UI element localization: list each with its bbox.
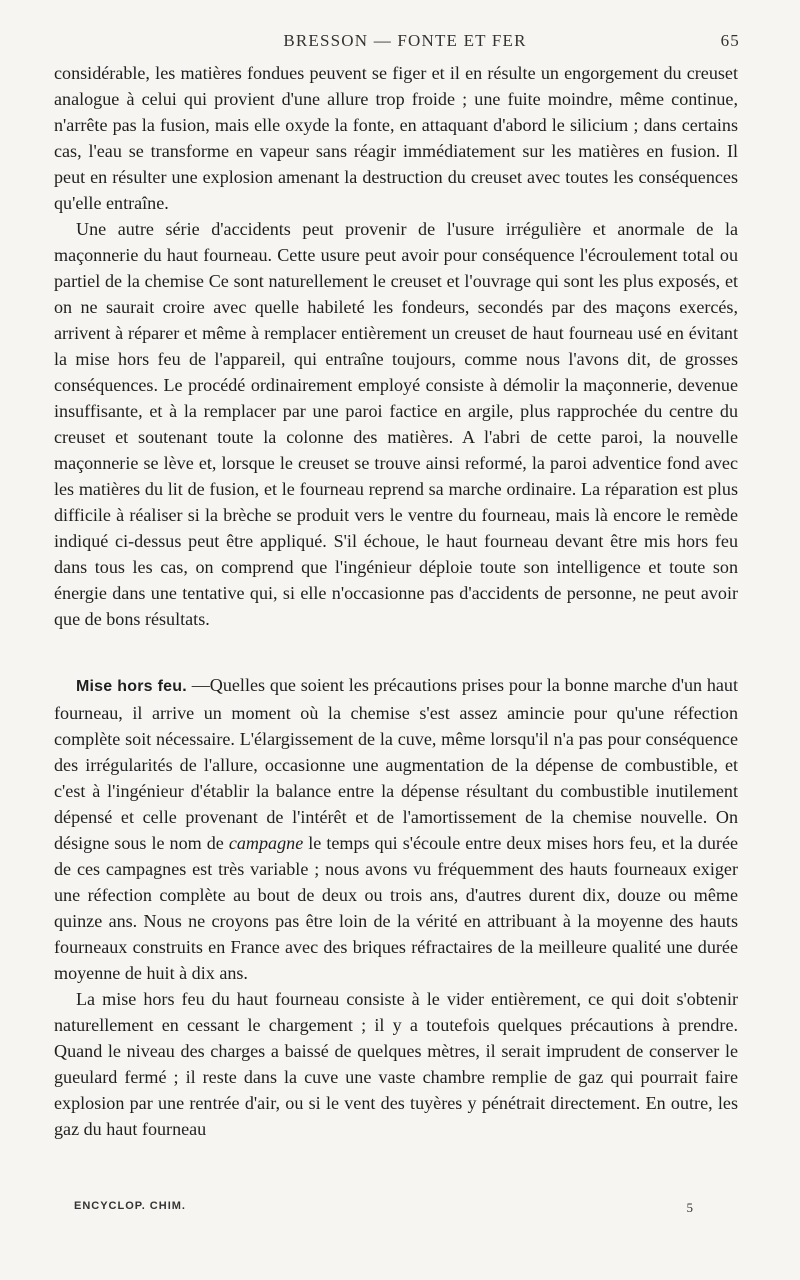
paragraph-next: La mise hors feu du haut fourneau consiste à le vider entièrement, ce qui doit s'obtenir naturellement en cessant le chargement ; il y a toutefois quelques précautions à prendre. Quand le niveau des charges a baissé de quelques mètres, il serait imprudent de conserver le gueulard fermé ; il reste dans la cuve une vaste chambre remplie de gaz qui pourrait faire explosion par une rentrée d'air, ou si le vent des tuyères y pénétrait directement. En outre, les gaz du haut fourneau — [54, 989, 738, 1139]
section-heading: Mise hors feu. — [76, 678, 187, 695]
page-number: 65 — [720, 31, 740, 50]
section-mise-hors-feu — [54, 672, 738, 986]
paragraph-2: Une autre série d'accidents peut provenir de l'usure irrégulière et anormale de la maçonnerie du haut fourneau. Cette usure peut avoir pour conséquence l'écroulement total ou partiel de la chemise Ce sont naturellement le creuset et l'ouvrage qui sont les plus exposés, et on ne saurait croire avec quelle habileté les fondeurs, secondés par des maçons exercés, arrivent à réparer et même à remplacer entièrement un creuset de haut fourneau usé en évitant la mise hors feu de l'appareil, qui entraîne toujours, comme nous l'avons dit, de grosses conséquences. Le procédé ordinairement employé consiste à démolir la maçonnerie, devenue insuffisante, et à la remplacer par une paroi factice en argile, plus rapprochée du centre du creuset et soutenant toute la colonne des matières. A l'abri de cette paroi, la nouvelle maçonnerie se lève et, lorsque le creuset se trouve ainsi reformé, la paroi adventice fond avec les matières du lit de fusion, et le fourneau reprend sa marche ordinaire. La réparation est plus difficile à réaliser si la brèche se produit vers le ventre du fourneau, mais là encore le remède indiqué ci-dessus peut être appliqué. S'il échoue, le haut fourneau devant être mis hors feu dans tous les cas, on comprend que l'ingénieur déploie toute son intelligence et toute son énergie dans une tentative qui, si elle n'occasionne pas d'accidents de personne, ne peut avoir que de bons résultats. — [54, 219, 738, 629]
italic-term: campagne — [228, 833, 304, 853]
section-text-after-term: le temps qui s'écoule entre deux mises hors feu, et la durée de ces campagnes est très variable ; nous avons vu fréquemment des hauts fourneaux exiger une réfection complète au bout de deux ou trois ans, d'autres durent dix, douze ou même quinze ans. Nous ne croyons pas être loin de la vérité en attribuant à la moyenne des hauts fourneaux construits en France avec des briques réfractaires de la meilleure qualité une durée moyenne de huit à dix ans. — [54, 833, 739, 983]
body-text — [54, 60, 738, 1142]
footer-number: 5 — [686, 1200, 694, 1215]
paragraph-1: considérable, les matières fondues peuvent se figer et il en résulte un engorgement du creuset analogue à celui qui provient d'une allure trop froide ; une fuite moindre, même continue, n'arrête pas la fusion, mais elle oxyde la fonte, en attaquant d'abord le silicium ; dans certains cas, l'eau se transforme en vapeur sans réagir immédiatement sur les matières en fusion. Il peut en résulter une explosion amenant la destruction du creuset avec toutes les conséquences qu'elle entraîne. — [54, 63, 738, 213]
page-title: BRESSON — FONTE ET FER — [283, 31, 527, 50]
running-header — [70, 29, 740, 59]
footer-signature: ENCYCLOP. CHIM. — [74, 1200, 186, 1212]
section-text-before-term: —Quelles que soient les précautions prises pour la bonne marche d'un haut fourneau, il arrive un moment où la chemise s'est assez amincie pour qu'une réfection complète soit nécessaire. L'élargissement de la cuve, même lorsqu'il n'a pas pour conséquence des irrégularités de l'allure, occasionne une augmentation de la dépense de combustible, et c'est à l'ingénieur d'établir la balance entre la dépense résultant du combustible inutilement dépensé et celle provenant de l'intérêt et de l'amortissement de la chemise nouvelle. On désigne sous le nom de — [54, 675, 738, 853]
footer — [74, 1200, 694, 1220]
